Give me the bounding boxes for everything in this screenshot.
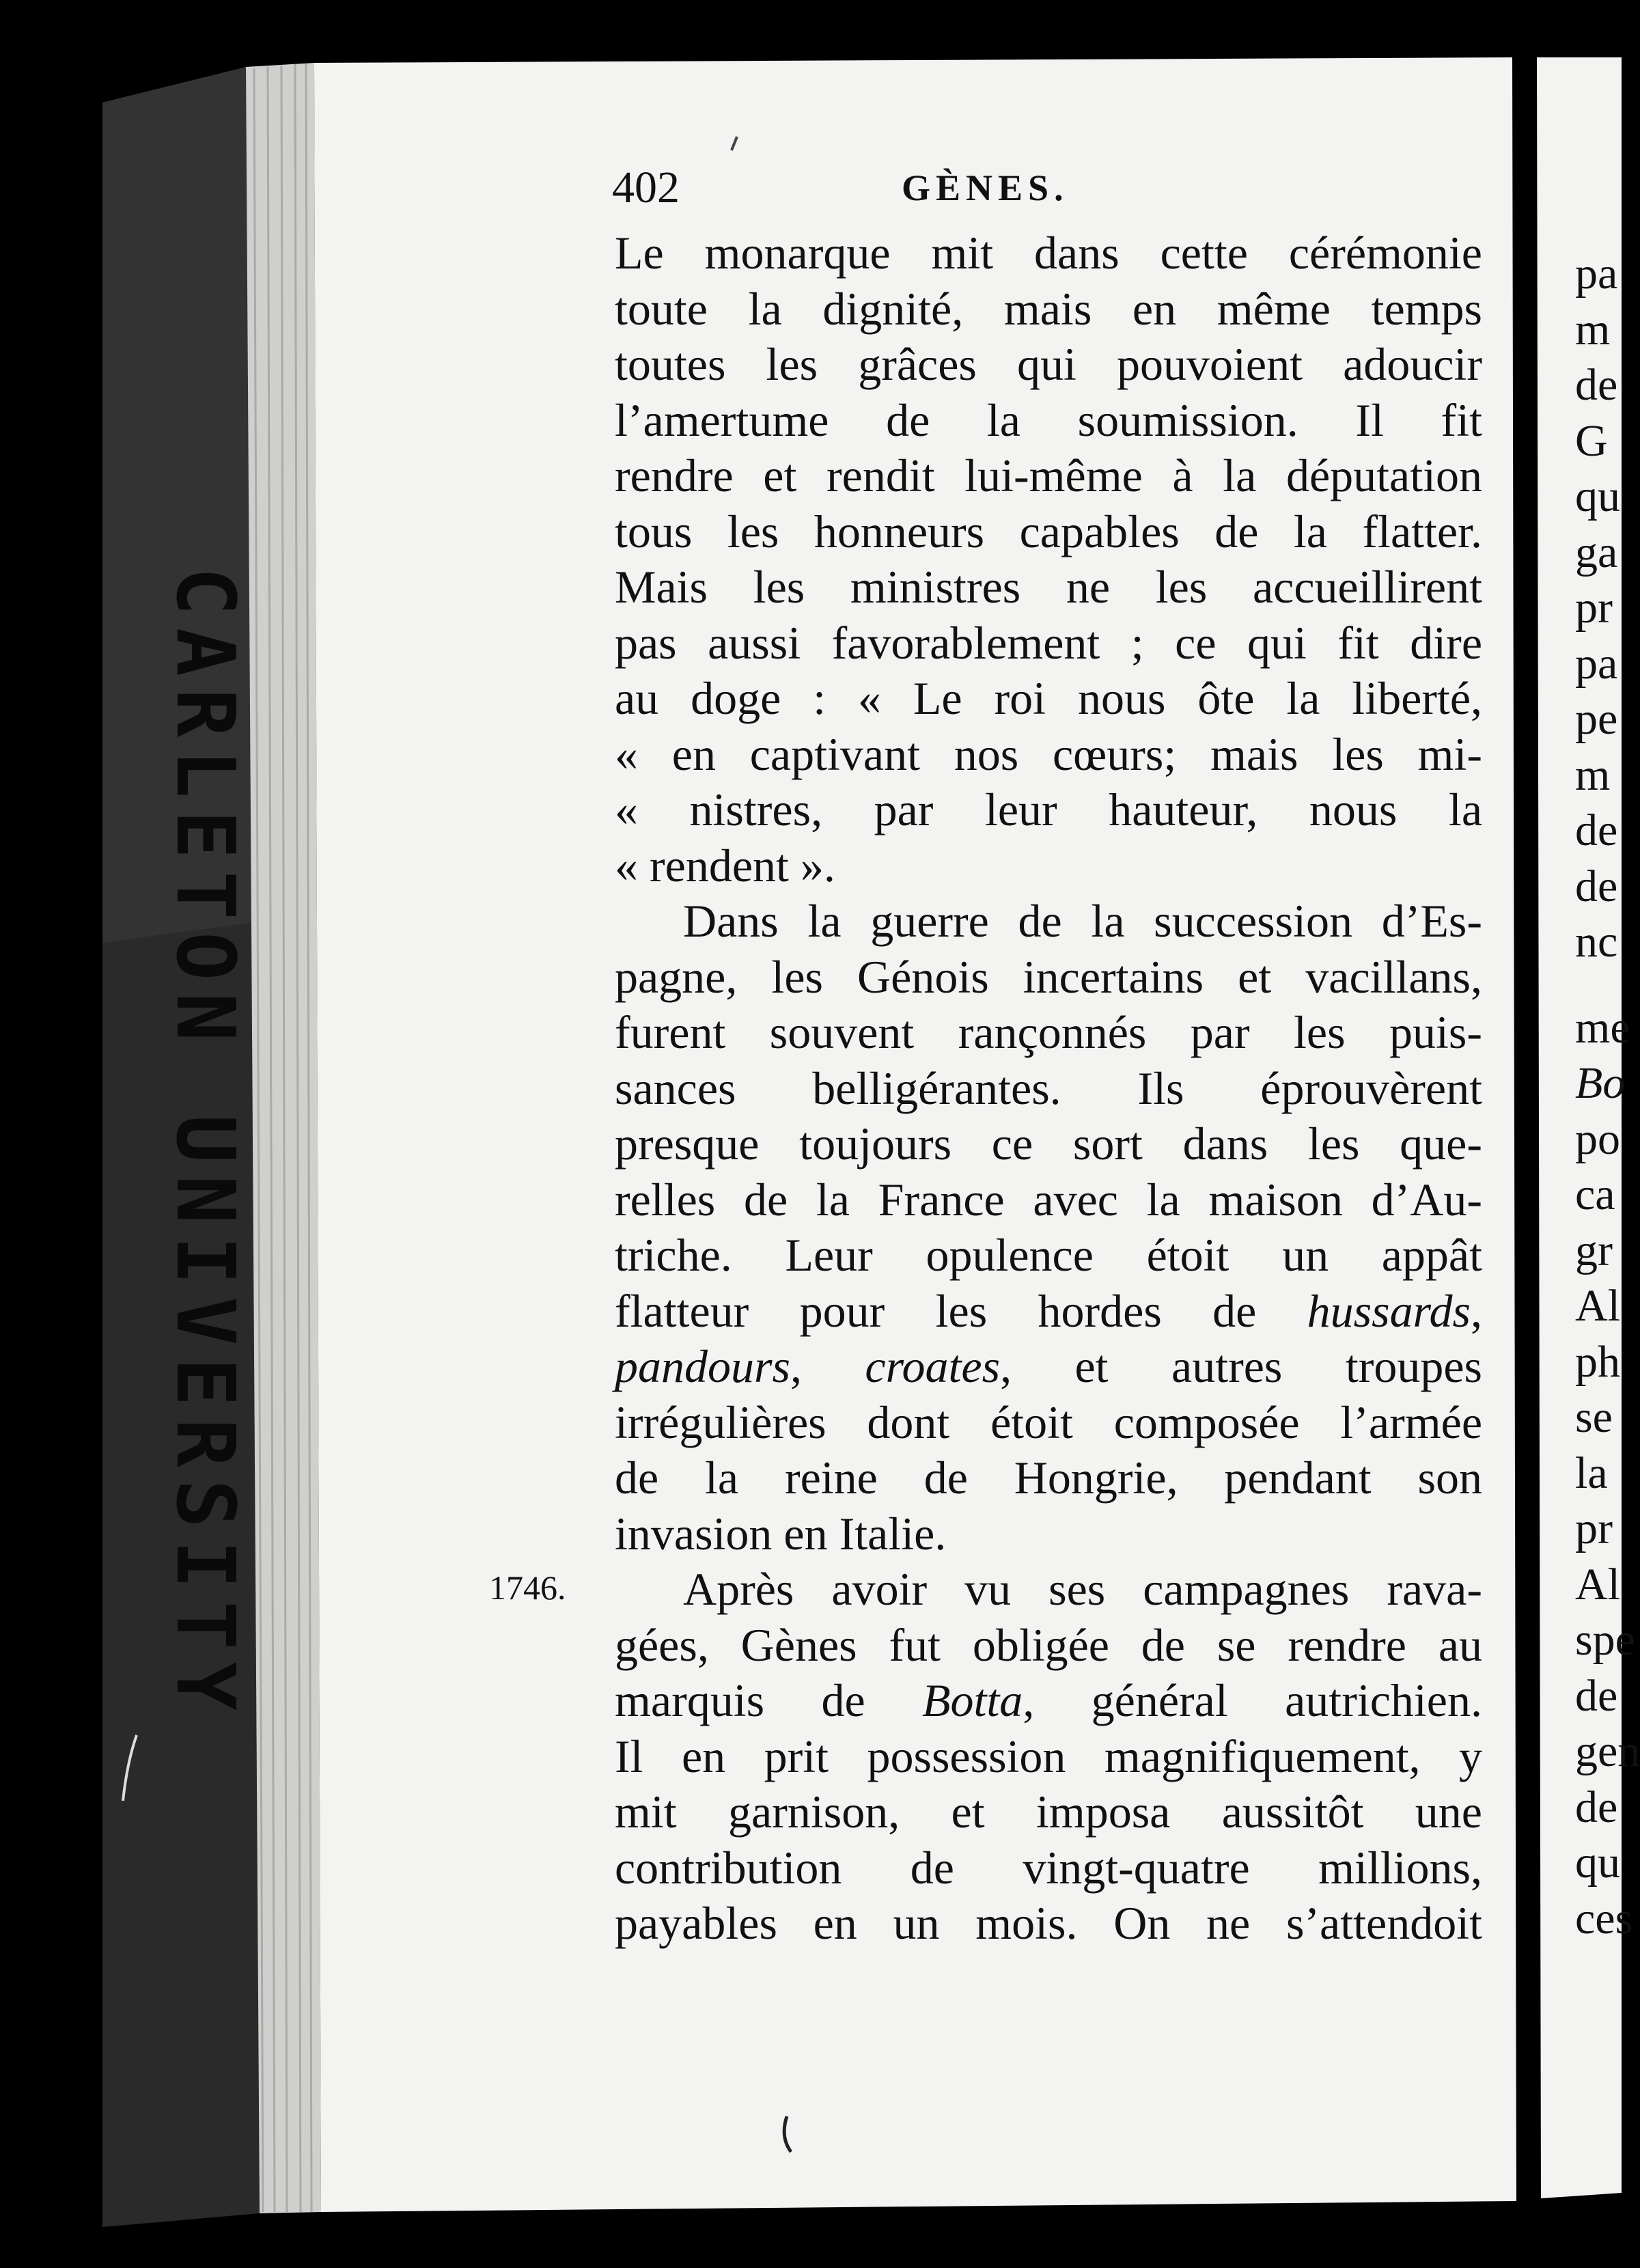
spine-stamp: CARLETON UNIVERSITY: [158, 567, 253, 1723]
fragment-line: [1575, 580, 1622, 636]
text-run: payables en un mois. On ne s’attendoit: [615, 1897, 1482, 1949]
fragment-line: [1575, 1724, 1640, 1780]
fragment-text: pr: [1575, 1504, 1613, 1553]
fragment-text: pa: [1575, 638, 1618, 689]
text-run: presque toujours ce sort dans les que-: [615, 1118, 1482, 1170]
italic-text: pandours: [615, 1340, 790, 1392]
fragment-text: Bo: [1575, 1058, 1626, 1108]
fragment-text: gr: [1575, 1225, 1613, 1275]
fragment-text: pr: [1575, 583, 1613, 633]
text-line: [615, 894, 1482, 950]
italic-text: croates: [865, 1340, 1001, 1392]
fragment-text: Al: [1575, 1559, 1620, 1609]
text-line: [615, 1562, 1482, 1618]
text-line: [615, 448, 1482, 504]
fragment-line: [1575, 803, 1622, 859]
text-run: irrégulières dont étoit composée l’armée: [615, 1396, 1482, 1448]
text-line: [615, 1228, 1482, 1284]
text-line: [615, 225, 1482, 281]
fragment-line: [1575, 1780, 1622, 1836]
fragment-line: [1575, 525, 1622, 581]
fragment-line: [1575, 357, 1622, 413]
text-run: , général autrichien.: [1023, 1674, 1482, 1726]
fragment-text: pa: [1575, 249, 1618, 299]
fragment-text: gen: [1575, 1726, 1640, 1776]
text-line: [615, 559, 1482, 616]
text-run: , et autres troupes: [1000, 1340, 1483, 1392]
text-run: ,: [1471, 1284, 1482, 1337]
fragment-text: de: [1575, 861, 1618, 911]
fragment-line: [1575, 413, 1622, 469]
text-line: [615, 616, 1482, 672]
text-line: [615, 281, 1482, 337]
fragment-line: [1575, 691, 1622, 747]
fragment-text: m: [1575, 749, 1611, 800]
running-head: GÈNES.: [902, 167, 1069, 208]
text-line: [615, 838, 1482, 894]
text-line: [615, 671, 1482, 727]
fragment-text: ph: [1575, 1336, 1620, 1387]
fragment-line: [1575, 1891, 1633, 1947]
text-run: marquis de: [615, 1674, 922, 1726]
page-number: 402: [612, 163, 680, 212]
text-run: furent souvent rançonnés par les puis-: [615, 1006, 1482, 1058]
fragment-line: [1575, 1278, 1622, 1334]
text-run: relles de la France avec la maison d’Au-: [615, 1173, 1482, 1226]
fragment-line: [1575, 1557, 1622, 1613]
margin-year-note: 1746.: [489, 1568, 566, 1607]
fragment-text: ga: [1575, 527, 1618, 577]
fragment-text: me: [1575, 1002, 1630, 1053]
text-run: de la reine de Hongrie, pendant son: [615, 1452, 1482, 1504]
text-line: [615, 1116, 1482, 1172]
fragment-line: [1575, 1111, 1622, 1167]
italic-text: Botta: [921, 1674, 1023, 1726]
italic-text: hussards: [1307, 1284, 1471, 1337]
text-line: [615, 1896, 1482, 1952]
fragment-text: nc: [1575, 917, 1618, 967]
text-run: rendre et rendit lui-même à la députation: [615, 450, 1482, 501]
fragment-line: [1575, 914, 1622, 970]
fragment-line: [1575, 1389, 1622, 1446]
fragment-text: m: [1575, 304, 1611, 355]
fragment-line: [1575, 1835, 1622, 1891]
text-line: [615, 1061, 1482, 1117]
text-run: toute la dignité, mais en même temps: [615, 282, 1482, 335]
text-line: [615, 1506, 1482, 1562]
fragment-text: qu: [1575, 471, 1620, 521]
text-run: pas aussi favorablement ; ce qui fit dire: [615, 616, 1482, 669]
fragment-line: [1575, 302, 1622, 358]
fragment-line: [1575, 1334, 1622, 1390]
text-run: mit garnison, et imposa aussitôt une: [615, 1786, 1482, 1838]
fragment-text: ces: [1575, 1893, 1633, 1944]
text-run: toutes les grâces qui pouvoient adoucir: [615, 338, 1482, 390]
fragment-line: [1575, 1446, 1622, 1502]
text-run: flatteur pour les hordes de: [615, 1284, 1307, 1337]
fragment-line: [1575, 636, 1622, 692]
text-run: « rendent ».: [615, 839, 835, 891]
text-line: [615, 950, 1482, 1006]
fragment-text: de: [1575, 360, 1618, 410]
fragment-line: [1575, 1668, 1622, 1724]
text-run: Mais les ministres ne les accueillirent: [615, 561, 1482, 613]
fragment-text: po: [1575, 1114, 1620, 1164]
text-line: [615, 1784, 1482, 1840]
fragment-line: [1575, 1501, 1622, 1557]
fragment-line: [1575, 970, 1630, 1056]
fragment-line: [1575, 747, 1622, 803]
text-line: [615, 782, 1482, 838]
fragment-text: ca: [1575, 1170, 1615, 1219]
text-run: triche. Leur opulence étoit un appât: [615, 1229, 1482, 1281]
text-run: Après avoir vu ses campagnes rava-: [683, 1563, 1482, 1615]
fragment-text: de: [1575, 1782, 1618, 1832]
fragment-text: de: [1575, 1670, 1618, 1721]
text-run: tous les honneurs capables de la flatter.: [615, 505, 1482, 557]
text-line: [615, 393, 1482, 449]
fragment-text: Al: [1575, 1281, 1620, 1331]
fragment-text: la: [1575, 1448, 1608, 1498]
text-run: au doge : « Le roi nous ôte la liberté,: [615, 672, 1482, 724]
fragment-text: se: [1575, 1392, 1613, 1442]
fragment-text: G: [1575, 415, 1608, 466]
text-line: [615, 1005, 1482, 1061]
text-line: [615, 1450, 1482, 1506]
text-line: [615, 1395, 1482, 1451]
next-page-text: [1575, 246, 1640, 1946]
fragment-line: [1575, 246, 1622, 302]
text-line: [615, 1172, 1482, 1228]
text-line: [615, 1339, 1482, 1395]
fragment-text: de: [1575, 805, 1618, 855]
text-run: Dans la guerre de la succession d’Es-: [683, 895, 1482, 947]
fragment-text: qu: [1575, 1838, 1620, 1887]
text-run: « en captivant nos cœurs; mais les mi-: [615, 728, 1482, 780]
text-line: [615, 1729, 1482, 1785]
fragment-line: [1575, 469, 1622, 525]
text-line: [615, 504, 1482, 560]
fragment-line: [1575, 1167, 1622, 1223]
text-line: [615, 1673, 1482, 1729]
fragment-text: pe: [1575, 694, 1618, 744]
text-line: [615, 1284, 1482, 1340]
text-line: [615, 727, 1482, 783]
text-run: Il en prit possession magnifiquement, y: [615, 1730, 1482, 1782]
text-run: pagne, les Génois incertains et vacillans,: [615, 950, 1482, 1003]
fragment-line: [1575, 1223, 1622, 1279]
body-text: [615, 225, 1482, 1952]
text-run: ,: [790, 1340, 865, 1392]
text-run: sances belligérantes. Ils éprouvèrent: [615, 1062, 1482, 1114]
text-line: [615, 1840, 1482, 1896]
text-line: [615, 1618, 1482, 1674]
text-run: l’amertume de la soumission. Il fit: [615, 393, 1482, 446]
text-run: gées, Gènes fut obligée de se rendre au: [615, 1618, 1482, 1671]
fragment-line: [1575, 859, 1622, 915]
text-run: invasion en Italie.: [615, 1507, 947, 1560]
fragment-line: [1575, 1055, 1626, 1111]
fragment-line: [1575, 1612, 1635, 1668]
text-run: Le monarque mit dans cette cérémonie: [615, 227, 1482, 279]
text-run: « nistres, par leur hauteur, nous la: [615, 784, 1482, 835]
text-line: [615, 337, 1482, 393]
fragment-text: spe: [1575, 1615, 1635, 1665]
text-run: contribution de vingt-quatre millions,: [615, 1841, 1482, 1894]
